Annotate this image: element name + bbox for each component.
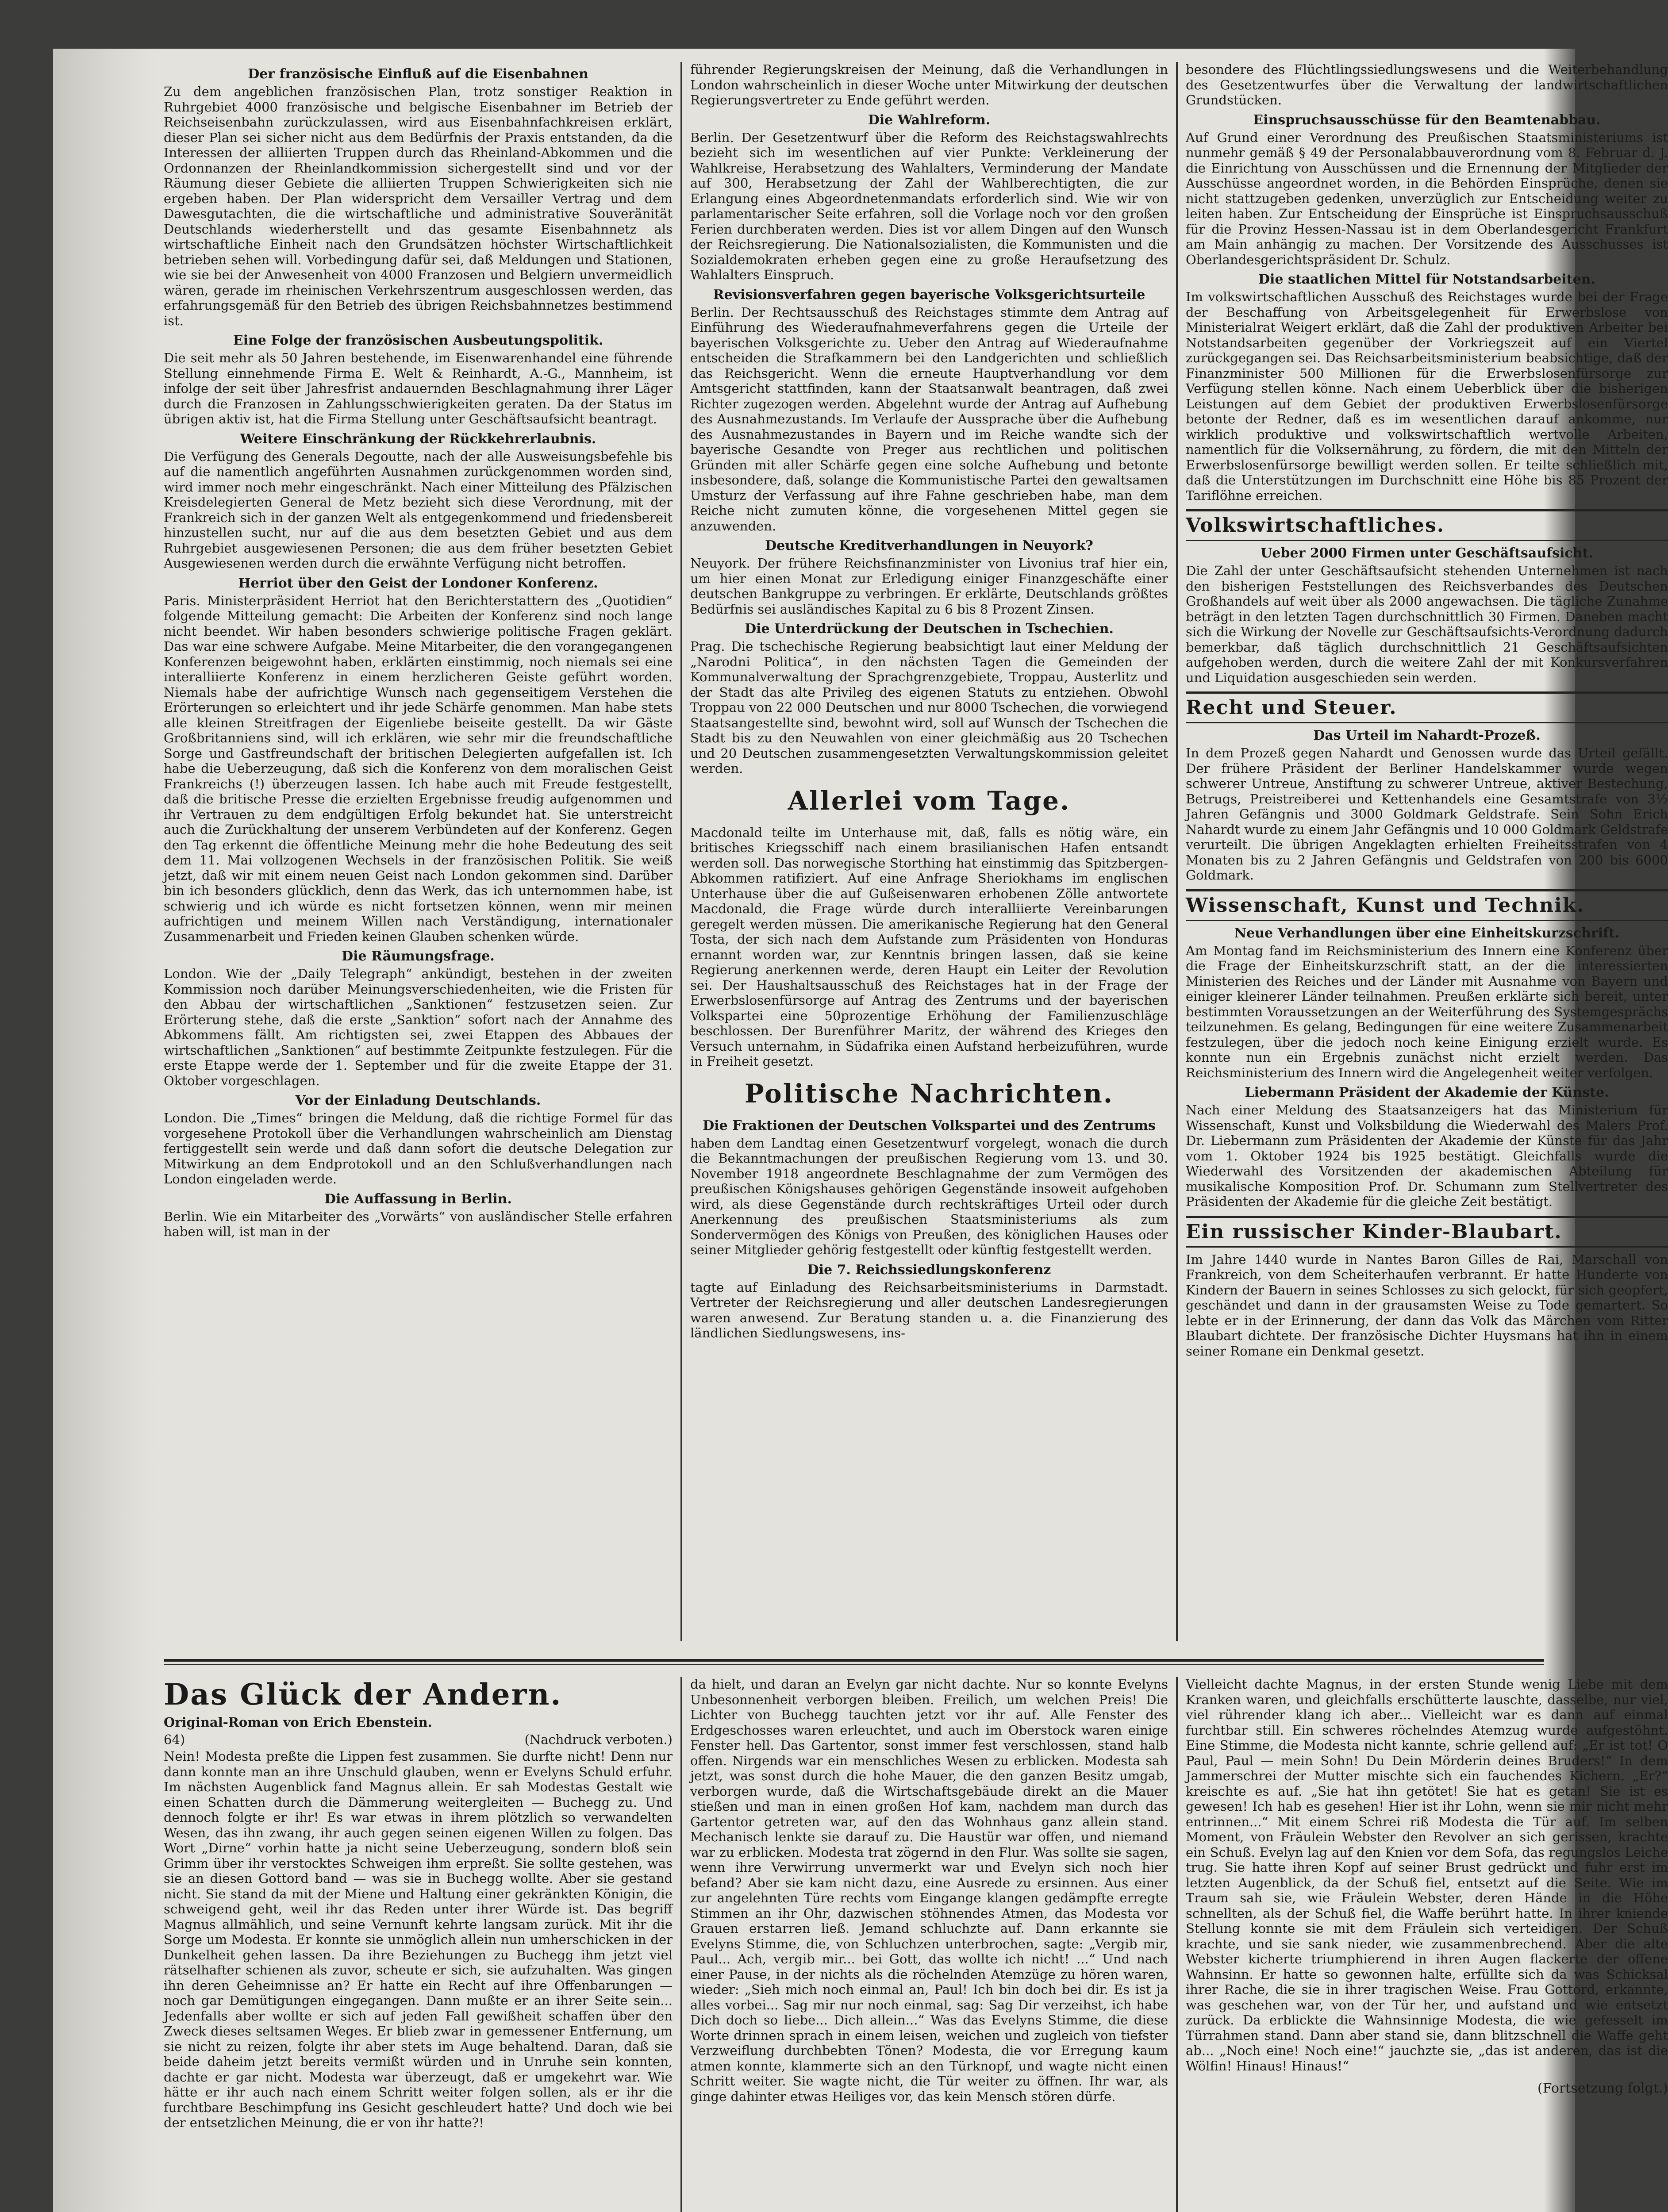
article-continued-3: besondere des Flüchtlingssiedlungswesens und die Weiterbehandlung des Gesetzentwurfes über die Verwaltung der landwirtschaftlichen Grundstücken. — [1186, 62, 1668, 108]
headline-einladung: Vor der Einladung Deutschlands. — [295, 1093, 541, 1108]
novel-column-2 — [690, 1677, 1168, 2212]
novel-title: Das Glück der Andern. — [164, 1677, 562, 1712]
headline-fraktionen: Die Fraktionen der Deutschen Volkspartei und des Zentrums — [703, 1118, 1156, 1133]
section-wissenschaft: Wissenschaft, Kunst und Technik. — [1186, 889, 1668, 921]
headline-kredit: Deutsche Kreditverhandlungen in Neuyork? — [765, 538, 1093, 553]
article-einspruch: Auf Grund einer Verordnung des Preußischen Staatsministeriums ist nunmehr gemäß § 49 der Personalabbauverordnung vom 8. Februar d. J. die Einrichtung von Ausschüssen und die Ernennung der Mitglieder der Ausschüsse angeordnet worden, in die Behörden Einsprüche, denen sie nicht stattzugeben gedenken, unverzüglich zur Entscheidung weiter zu leiten haben. Zur Entscheidung der Einsprüche ist Einspruchsausschuß für die Provinz Hessen-Nassau ist in dem Oberlandesgericht Frankfurt am Main anhängig zu machen. Der Vorsitzende des Ausschusses ist Oberlandesgerichtspräsident Dr. Schulz. — [1186, 130, 1668, 267]
headline-kurzschrift: Neue Verhandlungen über eine Einheitskurzschrift. — [1234, 925, 1620, 941]
article-rueckkehr: Die Verfügung des Generals Degoutte, nach der alle Ausweisungsbefehle bis auf die namentlich angeführten Ausnahmen zurückgenommen worden sind, wird immer noch mehr eingeschränkt. Nach einer Mitteilung des Pfälzischen Kreisdelegierten General de Metz bezieht sich diese Verordnung, mit der Frankreich sich in der ganzen Welt als entgegenkommend und friedensbereit hinzustellen sucht, nur auf die aus dem besetzten Gebiet und aus dem Ruhrgebiet ausgewiesenen Personen; die aus dem früher besetzten Gebiet Ausgewiesenen werden durch die erwähnte Verfügung nicht betroffen. — [164, 449, 673, 571]
novel-installment: 64) — [164, 1732, 185, 1747]
article-liebermann: Nach einer Meldung des Staatsanzeigers hat das Ministerium für Wissenschaft, Kunst und Volksbildung die Wiederwahl des Malers Prof. Dr. Liebermann zum Präsidenten der Akademie der Künste für das Jahr vom 1. Oktober 1924 bis 1925 bestätigt. Gleichfalls wurde die Wiederwahl des Vorsitzenden der akademischen Abteilung für musikalische Komposition Prof. Dr. Schumann zum Stellvertreter des Präsidenten der Akademie für die gleiche Zeit bestätigt. — [1186, 1102, 1668, 1209]
article-fraktionen: haben dem Landtag einen Gesetzentwurf vorgelegt, wonach die durch die Bekanntmachungen der preußischen Regierung vom 13. und 30. November 1918 angeordnete Beschlagnahme der zum Vermögen des preußischen Königshauses gehörigen Gegenstände insoweit aufgehoben wird, als diese Gegenstände durch rechtskräftiges Urteil oder durch Anerkennung des preußischen Staatsministeriums als zum Sondervermögen des Königs von Preußen, des königlichen Hauses oder seiner Mitglieder gehörig festgestellt oder künftig festgestellt werden. — [690, 1135, 1168, 1257]
column-1 — [164, 62, 673, 1641]
article-einladung: London. Die „Times“ bringen die Meldung, daß die richtige Formel für das vorgesehene Protokoll über die Verhandlungen wahrscheinlich am Dienstag fertiggestellt sein werde und daß dann sofort die deutsche Delegation zur Mitwirkung an dem Endprotokoll und an den Schlußverhandlungen nach London eingeladen werde. — [164, 1110, 673, 1187]
section-volkswirtschaftliches: Volkswirtschaftliches. — [1186, 509, 1668, 541]
article-tschechien: Prag. Die tschechische Regierung beabsichtigt laut einer Meldung der „Narodni Politica“, in den nächsten Tagen die Gemeinden der Kommunalverwaltung der Sprachgrenzgebiete, Troppau, Austerlitz und der Stadt das alte Privileg des eigenen Statuts zu entziehen. Obwohl Troppau von 22 000 Deutschen und nur 8000 Tschechen, die vorwiegend Staatsangestellte sind, bewohnt wird, soll auf Wunsch der Tschechen die Stadt bis zu den Neuwahlen von einer gleichmäßig aus 20 Tschechen und 20 Deutschen zusammengesetzten Verwaltungskommission geleitet werden. — [690, 639, 1168, 776]
article-siedlung: tagte auf Einladung des Reichsarbeitsministeriums in Darmstadt. Vertreter der Reichsregierung und aller deutschen Landesregierungen waren anwesend. Zur Beratung standen u. a. die Finanzierung des ländlichen Siedlungswesens, ins- — [690, 1279, 1168, 1340]
article-firmen: Die Zahl der unter Geschäftsaufsicht stehenden Unternehmen ist nach den bisherigen Feststellungen des Reichsverbandes des Deutschen Großhandels auf weit über als 2000 angewachsen. Die tägliche Zunahme beträgt in den letzten Tagen durchschnittlich 30 Firmen. Daneben macht sich die Wirkung der Novelle zur Geschäftsaufsichts-Verordnung dadurch bemerkbar, daß täglich durchschnittlich 21 Geschäftsaufsichten aufgehoben werden, durch die weitere Zahl der mit Konkursverfahren und Liquidation ausgeschieden sein werden. — [1186, 563, 1668, 685]
novel-text-1: Nein! Modesta preßte die Lippen fest zusammen. Sie durfte nicht! Denn nur dann konnte man an ihre Unschuld glauben, wenn er Evelyns Schuld erfuhr. Im nächsten Augenblick fand Magnus allein. Er sah Modestas Gestalt wie einen Schatten durch die Dämmerung weitergleiten — Buchegg zu. Und dennoch folgte er ihr! Es war etwas in ihrem plötzlich so verwandelten Wesen, das ihn zwang, ihr auch gegen seinen eigenen Willen zu folgen. Das Wort „Dirne“ vorhin hatte ja nicht seine Ueberzeugung, sondern bloß sein Grimm über ihr verstocktes Schweigen ihm erpreßt. Sie sollte gestehen, was sie an diesen Gottord band — was sie in Buchegg wollte. Aber sie gestand nicht. Sie stand da mit der Miene und Haltung einer gekränkten Königin, die schweigend geht, weil ihr das Reden unter ihrer Würde ist. Das begriff Magnus allmählich, und seine Vernunft kehrte langsam zurück. Mit ihr die Sorge um Modesta. Er konnte sie unmöglich allein nun umherschicken in der Dunkelheit gehen lassen. Da ihre Beziehungen zu Buchegg ihm jetzt viel rätselhafter schienen als zuvor, scheute er sich, sie aufzuhalten. Was gingen ihn deren Geheimnisse an? Er hatte ein Recht auf ihre Offenbarungen — noch gar Demütigungen eingegangen. Dann mußte er an ihrer Seite sein... Jedenfalls aber wollte er sich auf jeden Fall gewißheit schaffen über den Zweck dieses seltsamen Weges. Er blieb zwar in gemessener Entfernung, um sie nicht zu reizen, folgte ihr aber stets im Auge behaltend. Daran, daß sie beide daheim jetzt bereits vermißt würden und in Unruhe sein konnten, dachte er gar nicht. Modesta war überzeugt, daß er umgekehrt war. Wie hätte er ihr auch nach einem Schritt weiter folgen sollen, als er ihr die furchtbare Beschimpfung ins Gesicht geschleudert hatte? Und doch wie bei der entsetzlichen Meinung, die er von ihr hatte?! — [164, 1749, 673, 2130]
newspaper-page — [53, 49, 1668, 2212]
section-recht-steuer: Recht und Steuer. — [1186, 691, 1668, 723]
headline-liebermann: Liebermann Präsident der Akademie der Künste. — [1245, 1085, 1609, 1100]
article-wahlreform: Berlin. Der Gesetzentwurf über die Reform des Reichstagswahlrechts bezieht sich im wesentlichen auf vier Punkte: Verkleinerung der Wahlkreise, Herabsetzung des Wahlalters, Verminderung der Mandate auf 300, Herabsetzung der Zahl der Wahlberechtigten, die zur Erlangung eines Abgeordnetenmandats erforderlich sind. Wie wir von parlamentarischer Seite erfahren, soll die Vorlage noch vor den großen Ferien durchberaten werden. Dies ist vor allem Dingen auf den Wunsch der Reichsregierung. Die Nationalsozialisten, die Kommunisten und die Sozialdemokraten erheben gegen eine zu große Heraufsetzung des Wahlalters Einspruch. — [690, 130, 1168, 282]
feuilleton-separator — [164, 1659, 1544, 1662]
headline-folge: Eine Folge der französischen Ausbeutungspolitik. — [233, 333, 603, 348]
headline-raeumung: Die Räumungsfrage. — [342, 949, 495, 964]
article-allerlei: Macdonald teilte im Unterhause mit, daß, falls es nötig wäre, ein britisches Kriegsschiff nach einem brasilianischen Hafen entsandt werden soll. Das norwegische Storthing hat einstimmig das Spitzbergen-Abkommen ratifiziert. Auf eine Anfrage Sheriokhams im englischen Unterhause über die auf Gußeisenwaren erhobenen Zölle antwortete Macdonald, die Frage würde durch interalliierte Vereinbarungen geregelt werden müssen. Die amerikanische Regierung hat den General Tosta, der sich nach dem Aufstande zum Präsidenten von Honduras ernannt worden war, zur Kenntnis bringen lassen, daß sie keine Regierung anerkennen werde, deren Haupt ein Leiter der Revolution sei. Der Haushaltsausschuß des Reichstages hat in der Frage der Erwerbslosenfürsorge auf Antrag des Zentrums und der bayerischen Volkspartei eine 50prozentige Erhöhung der Familienzuschläge beschlossen. Der Burenführer Maritz, der während des Krieges den Versuch unternahm, in Südafrika einen Aufstand herbeizuführen, wurde in Freiheit gesetzt. — [690, 825, 1168, 1069]
section-blaubart: Ein russischer Kinder-Blaubart. — [1186, 1216, 1668, 1248]
novel-installment-line — [164, 1732, 673, 1747]
headline-eisenbahn: Der französische Einfluß auf die Eisenbahnen — [248, 66, 588, 82]
page-binding-shadow — [53, 49, 155, 2212]
novel-text-3: Vielleicht dachte Magnus, in der ersten Stunde wenig Liebe mit dem Kranken waren, und gleichfalls erschütterte lauschte, dasselbe, nur viel, viel rührender klang ich aber... Vielleicht war es dann auf einmal furchtbar still. Ein schweres röchelndes Atemzug wurde aufgestöhnt. Eine Stimme, die Modesta nicht kannte, schrie gellend auf: „Er ist tot! O Paul, Paul — mein Sohn! Du Dein Mörderin deines Bruders!“ In dem Jammerschrei der Mutter mischte sich ein fauchendes Kichern. „Er?“ kreischte es auf. „Sie hat ihn getötet! Sie hat es getan! Sie ist es gewesen! Ich hab es gesehen! Hier ist ihr Lohn, wenn sie mir nicht mehr entrinnen...“ Mit einem Schrei riß Modesta die Tür auf. Im selben Moment, von Fräulein Webster den Revolver an sich gerissen, krachte ein Schuß. Evelyn lag auf den Knien vor dem Sofa, das regungslos Leiche trug. Sie hatte ihren Kopf auf seiner Brust gedrückt und fuhr erst im letzten Augenblick, da der Schuß fiel, entsetzt auf die Seite. Wie im Traum sah sie, wie Fräulein Webster, deren Hände in die Höhe schnellten, als der Schuß fiel, die Waffe berührt hatte. In ihrer kniende Stellung konnte sie mit dem Fräulein sich verteidigen. Der Schuß krachte, und sie sank nieder, wie zusammenbrechend. Aber die alte Webster kicherte triumphierend in ihren Augen flackerte der offene Wahnsinn. Er hatte so gewonnen halte, erfüllte sich da was Schicksal ihrer Rache, die sie in ihrer tragischen Weise. Frau Gottord, erkannte, was geschehen war, von der Tür her, und aufstand und wie entsetzt zurück. Da erblickte die Wahnsinnige Modesta, die wie gefesselt im Türrahmen stand. Dann aber stand sie, dann blitzschnell die Waffe geht ab... „Noch eine! Noch eine!“ jauchzte sie, „das ist anderen, das ist die Wölfin! Hinaus! Hinaus!“ — [1186, 1677, 1668, 2074]
article-blaubart: Im Jahre 1440 wurde in Nantes Baron Gilles de Rai, Marschall von Frankreich, von dem Scheiterhaufen verbrannt. Er hatte Hunderte von Kindern der Bauern in seines Schlosses zu sich gelockt, für sich geopfert, geschändet und dann in der grausamsten Weise zu Tode gemartert. So lebte er in der Erinnerung, der dann das Volk das Märchen vom Ritter Blaubart dichtete. Der französische Dichter Huysmans hat ihn in einem seiner Romane ein Denkmal gesetzt. — [1186, 1252, 1668, 1359]
headline-revision: Revisionsverfahren gegen bayerische Volksgerichtsurteile — [713, 287, 1145, 303]
article-herriot: Paris. Ministerpräsident Herriot hat den Berichterstattern des „Quotidien“ folgende Mitteilung gemacht: Die Arbeiten der Konferenz sind noch lange nicht beendet. Wir haben besonders schwierige politische Fragen geklärt. Das war eine schwere Aufgabe. Meine Mitarbeiter, die den vorangegangenen Konferenzen beigewohnt haben, erklärten einstimmig, noch niemals sei eine interalliierte Konferenz in einem herzlicheren Geiste geführt worden. Niemals habe der aufrichtige Wunsch nach gegenseitigem Verstehen die Erörterungen so erleichtert und ihr jede Schärfe genommen. Man habe stets alle kleinen Streitfragen der Eigenliebe beiseite gestellt. Da wir Gäste Großbritanniens sind, will ich erklären, wie sehr mir die freundschaftliche Sorge und Gastfreundschaft der britischen Delegierten aufgefallen ist. Ich habe die Ueberzeugung, daß sich die Konferenz von dem moralischen Geist Frankreichs (!) überzeugen lassen. Ich habe auch mit Freude festgestellt, daß die britische Presse die erzielten Ergebnisse freudig aufgenommen und ihr Vertrauen zu dem endgültigen Erfolg bekundet hat. Sie unterstreicht auch die Zurückhaltung der unserem Verbündeten auf der Konferenz. Gegen den Tag erkennt die öffentliche Meinung mehr die hohe Bedeutung des seit dem 11. Mai vollzogenen Wechsels in der französischen Politik. Sie weiß jetzt, daß wir mit einem neuen Geist nach London gekommen sind. Darüber bin ich besonders glücklich, denn das Werk, das ich unternommen habe, ist schwierig und ich würde es nicht fortsetzen können, wenn mir meinen aufrichtigen und meinem Willen nach Verständigung, internationaler Zusammenarbeit und Frieden keinen Glauben schenken würde. — [164, 593, 673, 944]
column-2 — [690, 62, 1168, 1641]
headline-siedlung: Die 7. Reichssiedlungskonferenz — [807, 1262, 1051, 1278]
novel-continuation: (Fortsetzung folgt.) — [1537, 2081, 1668, 2096]
column-3 — [1186, 62, 1668, 1641]
article-folge: Die seit mehr als 50 Jahren bestehende, im Eisenwarenhandel eine führende Stellung einnehmende Firma E. Welt & Reinhardt, A.-G., Mannheim, ist infolge der seit über Jahresfrist andauernden Beschlagnahmung ihrer Läger durch die Franzosen in Zahlungsschwierigkeiten geraten. Da der Status im übrigen aktiv ist, hat die Firma Stellung unter Geschäftsaufsicht beantragt. — [164, 350, 673, 426]
column-divider-1 — [680, 62, 682, 1641]
novel-divider-1 — [680, 1677, 682, 2212]
headline-wahlreform: Die Wahlreform. — [868, 112, 991, 128]
article-notstand: Im volkswirtschaftlichen Ausschuß des Reichstages wurde bei der Frage der Beschaffung von Arbeitsgelegenheit für Erwerbslose von Ministerialrat Weigert erklärt, daß die Zahl der produktiven Arbeiter bei Notstandsarbeiten gegenüber der Vorkriegszeit auf ein Viertel zurückgegangen sei. Das Reichsarbeitsministerium beabsichtige, daß der Finanzminister 500 Millionen für die Erwerbslosenfürsorge zur Verfügung stellen könne. Nach einem Ueberblick über die bisherigen Leistungen auf dem Gebiet der produktiven Erwerbslosenfürsorge betonte der Redner, daß es im wesentlichen darauf ankomme, nur wirklich produktive und volkswirtschaftlich wertvolle Arbeiten, namentlich für die Volksernährung, zu fördern, die mit den Mitteln der Erwerbslosenfürsorge bewilligt werden sollen. Er teilte schließlich mit, daß die Unterstützungen im Durchschnitt eine Höhe bis 85 Prozent der Tariflöhne erreichen. — [1186, 289, 1668, 503]
novel-column-3 — [1186, 1677, 1668, 2212]
headline-auffassung: Die Auffassung in Berlin. — [324, 1191, 512, 1207]
novel-text-2: da hielt, und daran an Evelyn gar nicht dachte. Nur so konnte Evelyns Unbesonnenheit verborgen bleiben. Freilich, um welchen Preis! Die Lichter von Buchegg tauchten jetzt vor ihr auf. Alle Fenster des Erdgeschosses waren erleuchtet, und auch im Oberstock waren einige Fenster hell. Das Gartentor, sonst immer fest verschlossen, stand halb offen. Nirgends war ein menschliches Wesen zu erblicken. Modesta sah jetzt, was sonst durch die hohe Mauer, die den ganzen Besitz umgab, verborgen wurde, daß die Wirtschaftsgebäude direkt an die Mauer stießen und man in einen großen Hof kam, nachdem man durch das Gartentor getreten war, auf den das Wohnhaus ganz allein stand. Mechanisch lenkte sie darauf zu. Die Haustür war offen, und niemand war zu erblicken. Modesta trat zögernd in den Flur. Was sollte sie sagen, wenn ihre Verwirrung unvermerkt war und Evelyn sich noch hier befand? Aber sie kam nicht dazu, eine Ausrede zu ersinnen. Aus einer zur angelehnten Türe rechts vom Eingange klangen gedämpfte erregte Stimmen an ihr Ohr, dazwischen stöhnendes Atmen, das Modesta vor Grauen erstarren ließ. Jemand schluchzte auf. Dann erkannte sie Evelyns Stimme, die, von Schluchzen unterbrochen, sagte: „Vergib mir, Paul... Ach, vergib mir... bei Gott, das wollte ich nicht! ...“ Und nach einer Pause, in der nichts als die röchelnden Atemzüge zu hören waren, wieder: „Sieh mich noch einmal an, Paul! Ich bin doch bei dir. Es ist ja alles vorbei... Sag mir nur noch einmal, sag: Sag Dir verzeihst, ich habe Dich doch so liebe... Dich allein...“ Was das Evelyns Stimme, die diese Worte drinnen sprach in einem leisen, weichen und zugleich von tiefster Verzweiflung durchbebten Tönen? Modesta, die vor Erregung kaum atmen konnte, klammerte sich an den Türknopf, und wagte nicht einen Schritt weiter. Sie wagte nicht, die Tür weiter zu öffnen. Ihr war, als ginge dahinter etwas Heiliges vor, das kein Mensch stören dürfe. — [690, 1677, 1168, 2104]
headline-tschechien: Die Unterdrückung der Deutschen in Tschechien. — [745, 621, 1114, 637]
headline-rueckkehr: Weitere Einschränkung der Rückkehrerlaubnis. — [240, 431, 596, 447]
article-continued: führender Regierungskreisen der Meinung, daß die Verhandlungen in London wahrscheinlich in dieser Woche unter Mitwirkung der deutschen Regierungsvertreter zu Ende geführt werden. — [690, 62, 1168, 108]
article-auffassung: Berlin. Wie ein Mitarbeiter des „Vorwärts“ von ausländischer Stelle erfahren haben will, ist man in der — [164, 1209, 673, 1239]
article-revision: Berlin. Der Rechtsausschuß des Reichstages stimmte dem Antrag auf Einführung des Wiederaufnahmeverfahrens gegen die Urteile der bayerischen Volksgerichte zu. Ueber den Antrag auf Wiederaufnahme entscheiden die Strafkammern bei den Landgerichten und schließlich das Reichsgericht. Wenn die erneute Hauptverhandlung vor dem Amtsgericht stattfinden, kann der Staatsanwalt beantragen, daß zwei Richter zugezogen werden. Abgelehnt wurde der Antrag auf Aufhebung des Ausnahmezustands. Im Verlaufe der Aussprache über die Aufhebung des Ausnahmezustandes in Bayern und im Reiche wandte sich der bayerische Gesandte von Preger aus rechtlichen und politischen Gründen mit aller Schärfe gegen eine solche Aufhebung und betonte insbesondere, daß, solange die Kommunistische Partei den gewaltsamen Umsturz der Verfassung auf ihre Fahne geschrieben habe, man dem Reiche nicht zumuten könne, die vorgesehenen Mittel gegen sie anzuwenden. — [690, 304, 1168, 534]
novel-column-1 — [164, 1677, 673, 2212]
headline-notstand: Die staatlichen Mittel für Notstandsarbeiten. — [1258, 272, 1595, 287]
article-urteil: In dem Prozeß gegen Nahardt und Genossen wurde das Urteil gefällt. Der frühere Präsident der Berliner Handelskammer wurde wegen schwerer Untreue, Anstiftung zu schwerer Untreue, aktiver Bestechung, Betrugs, Preistreiberei und Kettenhandels eine Gesamtstrafe von 3½ Jahren Gefängnis und 3000 Goldmark Geldstrafe. Sein Sohn Erich Nahardt wurde zu einem Jahr Gefängnis und 10 000 Goldmark Geldstrafe verurteilt. Die übrigen Angeklagten erhielten Freiheitsstrafen von 4 Monaten bis zu 2 Jahren Gefängnis und Geldstrafen von 200 bis 6000 Goldmark. — [1186, 745, 1668, 883]
article-eisenbahn: Zu dem angeblichen französischen Plan, trotz sonstiger Reaktion in Ruhrgebiet 4000 französische und belgische Eisenbahner im Betrieb der Reichseisenbahn zurückzulassen, wird aus Eisenbahnfachkreisen erklärt, dieser Plan sei sicher nicht aus dem Bedürfnis der Praxis entstanden, da die Interessen der alliierten Truppen durch das Rheinland-Abkommen und die Ordonnanzen der Rheinlandkommission sichergestellt sind und vor der Räumung dieser Gebiete die alliierten Truppen Schwierigkeiten sich nie ergeben haben. Der Plan widerspricht dem Versailler Vertrag und dem Dawesgutachten, die die wirtschaftliche und administrative Souveränität Deutschlands wiederherstellt und das gesamte Eisenbahnnetz als wirtschaftliche Einheit nach den Grundsätzen höchster Wirtschaftlichkeit betrieben sehen will. Vorbedingung dafür sei, daß Meldungen und Stationen, wie sie bei der Anwesenheit von 4000 Franzosen und Belgiern unvermeidlich wären, gerade im rheinischen Verkehrszentrum ausgeschlossen werden, das erfahrungsgemäß für den Betrieb des übrigen Reichsbahnnetzes bestimmend ist. — [164, 84, 673, 328]
headline-urteil: Das Urteil im Nahardt-Prozeß. — [1313, 728, 1541, 743]
novel-reprint-notice: (Nachdruck verboten.) — [524, 1732, 673, 1747]
novel-subtitle: Original-Roman von Erich Ebenstein. — [164, 1715, 432, 1730]
article-raeumung: London. Wie der „Daily Telegraph“ ankündigt, bestehen in der zweiten Kommission noch darüber Meinungsverschiedenheiten, wie die Fristen für den Abbau der wirtschaftlichen „Sanktionen“ festzusetzen seien. Zur Erörterung stehe, daß die erste „Sanktion“ sofort nach der Annahme des Abkommens fällt. Am richtigsten sei, zwei Etappen des Abbaues der wirtschaftlichen „Sanktionen“ auf bestimmte Zeitpunkte festzulegen. Für die erste Etappe werde der 1. September und für die zweite Etappe der 31. Oktober vorgeschlagen. — [164, 966, 673, 1088]
section-politische-nachrichten: Politische Nachrichten. — [744, 1078, 1114, 1109]
article-kredit: Neuyork. Der frühere Reichsfinanzminister von Livonius traf hier ein, um hier einen Monat zur Erledigung einiger Finanzgeschäfte einer deutschen Bankgruppe zu verbringen. Er erklärte, Deutschlands größtes Bedürfnis sei ausländisches Kapital zu 6 bis 8 Prozent Zinsen. — [690, 556, 1168, 617]
headline-firmen: Ueber 2000 Firmen unter Geschäftsaufsicht. — [1261, 545, 1593, 561]
feuilleton-separator-thin — [164, 1664, 1544, 1665]
article-kurzschrift: Am Montag fand im Reichsministerium des Innern eine Konferenz über die Frage der Einheitskurzschrift statt, an der die interessierten Ministerien des Reiches und der Länder mit Ausnahme von Bayern und einiger kleinerer Länder teilnahmen. Preußen erklärte sich bereit, unter bestimmten Voraussetzungen an der Weiterführung des Systemgesprächs teilzunehmen. Es gelang, Bedingungen für eine weitere Zusammenarbeit festzulegen, über die jedoch noch keine Einigung erzielt wurde. Es konnte nun ein Ergebnis zunächst nicht erzielt werden. Das Reichsministerium des Innern wird die Angelegenheit weiter verfolgen. — [1186, 943, 1668, 1080]
headline-herriot: Herriot über den Geist der Londoner Konferenz. — [238, 575, 598, 591]
novel-divider-2 — [1176, 1677, 1178, 2212]
section-allerlei: Allerlei vom Tage. — [788, 785, 1071, 816]
headline-einspruch: Einspruchsausschüsse für den Beamtenabbau. — [1253, 112, 1601, 128]
column-divider-2 — [1176, 62, 1178, 1641]
